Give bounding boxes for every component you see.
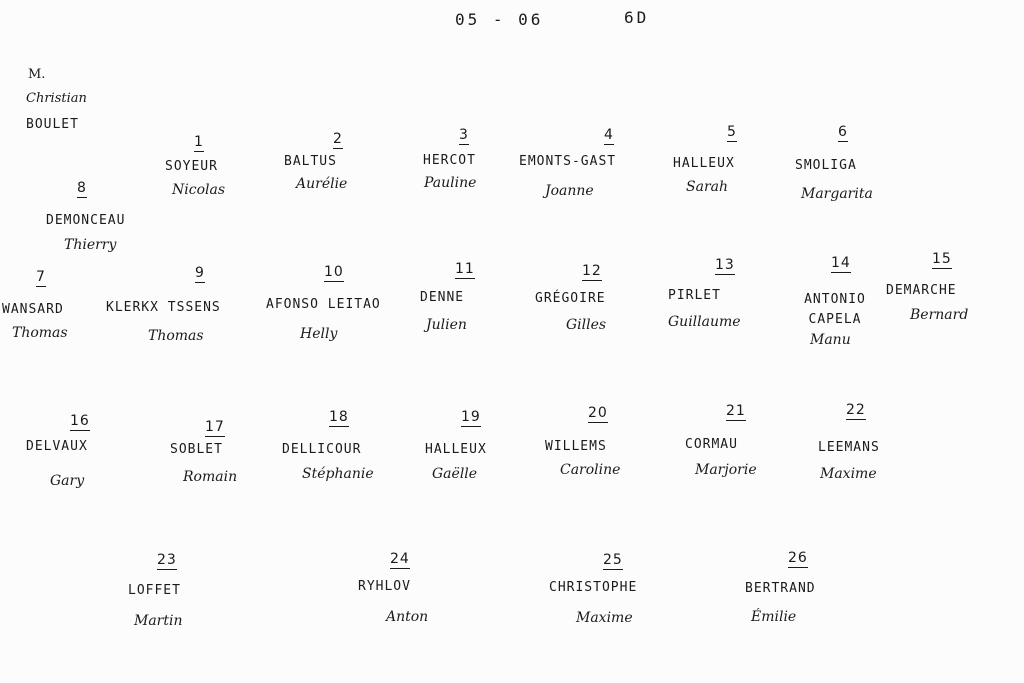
student-number: 25: [603, 552, 623, 568]
student-number: 23: [157, 552, 177, 568]
student-last-name: DEMONCEAU: [46, 213, 126, 228]
student-number: 18: [329, 409, 349, 425]
student-last-name: BERTRAND: [745, 581, 816, 596]
student-first-name: Thomas: [12, 325, 68, 341]
student-last-name: BALTUS: [284, 154, 337, 169]
student-first-name: Manu: [810, 332, 851, 348]
student-number: 14: [831, 255, 851, 271]
student-last-name: CHRISTOPHE: [549, 580, 638, 595]
student-number: 7: [36, 269, 46, 285]
student-number: 13: [715, 257, 735, 273]
student-first-name: Bernard: [910, 307, 969, 323]
student-first-name: Nicolas: [172, 182, 226, 198]
student-number: 3: [459, 127, 469, 143]
student-last-name: LOFFET: [128, 583, 181, 598]
student-first-name: Martin: [134, 613, 183, 629]
student-first-name: Guillaume: [668, 314, 741, 330]
student-number: 24: [390, 551, 410, 567]
student-last-name: DELLICOUR: [282, 442, 362, 457]
student-first-name: Thierry: [64, 237, 117, 253]
student-number: 16: [70, 413, 90, 429]
student-first-name: Stéphanie: [302, 466, 374, 482]
student-number: 26: [788, 550, 808, 566]
student-number: 10: [324, 264, 344, 280]
student-first-name: Margarita: [801, 186, 873, 202]
student-last-name: EMONTS-GAST: [519, 154, 617, 169]
student-number: 12: [582, 263, 602, 279]
student-first-name: Anton: [386, 609, 429, 625]
student-first-name: Émilie: [751, 609, 797, 625]
student-first-name: Aurélie: [296, 176, 348, 192]
student-number: 6: [838, 124, 848, 140]
student-first-name: Maxime: [820, 466, 877, 482]
student-number: 1: [194, 134, 204, 150]
student-first-name: Julien: [426, 317, 467, 333]
student-number: 22: [846, 402, 866, 418]
student-number: 5: [727, 124, 737, 140]
student-first-name: Romain: [183, 469, 238, 485]
student-number: 17: [205, 419, 225, 435]
student-first-name: Gilles: [566, 317, 607, 333]
student-last-name: KLERKX TSSENS: [106, 300, 221, 315]
student-last-name: HALLEUX: [425, 442, 487, 457]
teacher-title: M.: [28, 67, 46, 82]
student-number: 20: [588, 405, 608, 421]
student-last-name: LEEMANS: [818, 440, 880, 455]
student-last-name: HERCOT: [423, 153, 476, 168]
student-first-name: Pauline: [424, 175, 477, 191]
student-number: 21: [726, 403, 746, 419]
student-first-name: Thomas: [148, 328, 204, 344]
student-first-name: Joanne: [545, 183, 594, 199]
student-last-name: GRÉGOIRE: [535, 291, 606, 306]
student-last-name: SOBLET: [170, 442, 223, 457]
student-last-name: DELVAUX: [26, 439, 88, 454]
student-last-name: WANSARD: [2, 302, 64, 317]
student-last-name: CORMAU: [685, 437, 738, 452]
student-number: 2: [333, 131, 343, 147]
student-last-name: WILLEMS: [545, 439, 607, 454]
student-last-name: RYHLOV: [358, 579, 411, 594]
student-last-name: DEMARCHE: [886, 283, 957, 298]
student-last-name: PIRLET: [668, 288, 721, 303]
class-label: 6D: [624, 8, 650, 27]
student-number: 9: [195, 265, 205, 281]
student-last-name: HALLEUX: [673, 156, 735, 171]
student-last-name: ANTONIO CAPELA: [804, 292, 866, 327]
year-label: 05 - 06: [455, 10, 544, 29]
student-first-name: Maxime: [576, 610, 633, 626]
student-number: 19: [461, 409, 481, 425]
teacher-first-name: Christian: [26, 91, 87, 106]
student-last-name: SMOLIGA: [795, 158, 857, 173]
student-last-name: SOYEUR: [165, 159, 218, 174]
student-first-name: Marjorie: [695, 462, 757, 478]
student-first-name: Gaëlle: [432, 466, 478, 482]
student-first-name: Sarah: [686, 179, 728, 195]
student-last-name: AFONSO LEITAO: [266, 297, 381, 312]
student-first-name: Gary: [50, 473, 85, 489]
student-first-name: Helly: [300, 326, 338, 342]
student-number: 15: [932, 251, 952, 267]
student-number: 8: [77, 180, 87, 196]
student-first-name: Caroline: [560, 462, 621, 478]
student-last-name: DENNE: [420, 290, 465, 305]
teacher-last-name: BOULET: [26, 117, 79, 132]
student-number: 4: [604, 127, 614, 143]
student-number: 11: [455, 261, 475, 277]
